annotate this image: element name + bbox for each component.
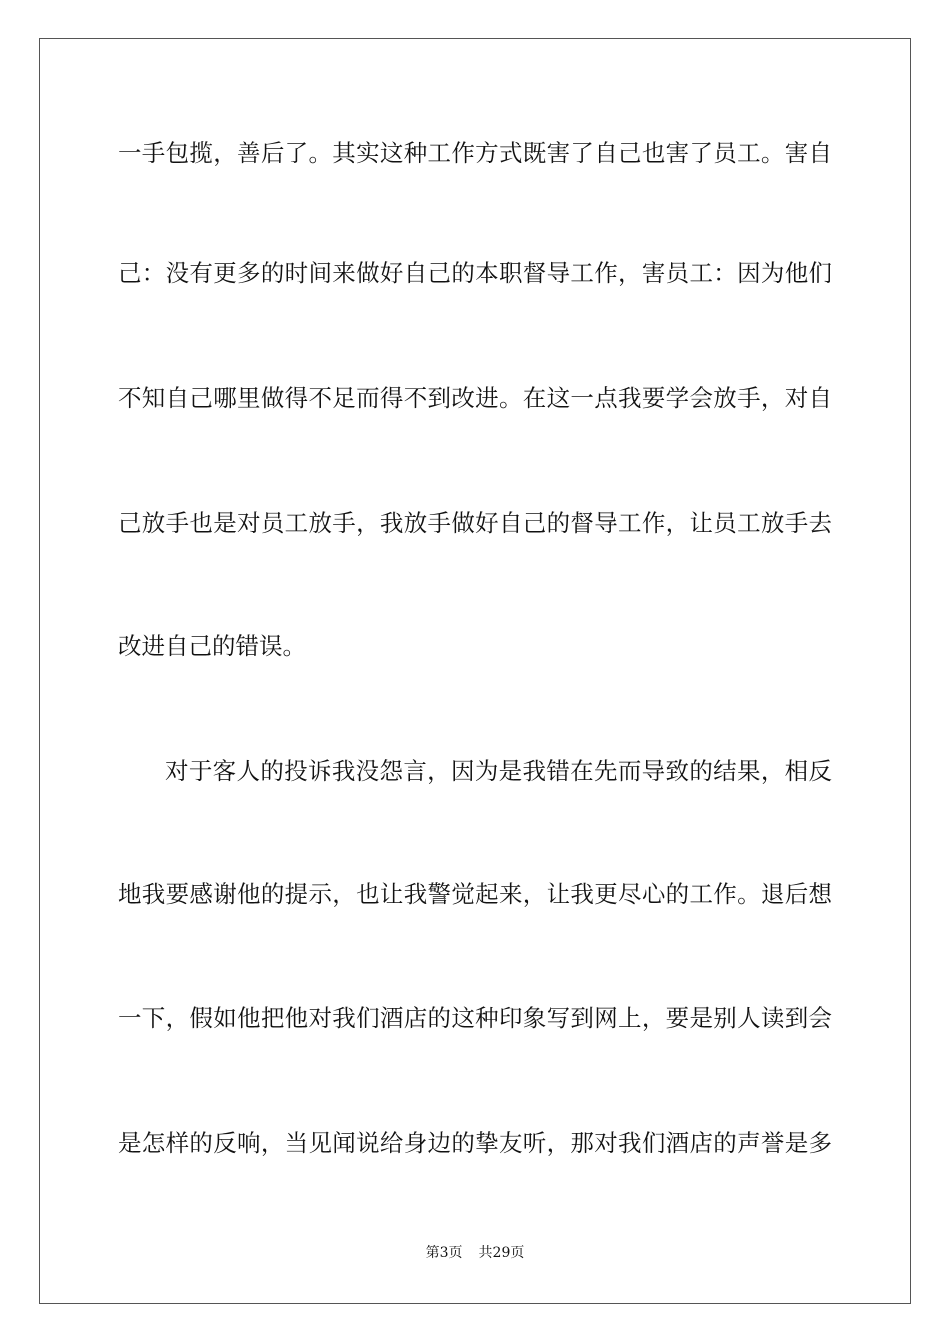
text-line-4: 己放手也是对员工放手，我放手做好自己的督导工作，让员工放手去 bbox=[118, 509, 832, 537]
text-line-2: 己：没有更多的时间来做好自己的本职督导工作，害员工：因为他们 bbox=[118, 259, 832, 287]
text-line-8: 一下，假如他把他对我们酒店的这种印象写到网上，要是别人读到会 bbox=[118, 1004, 832, 1032]
paragraph-start-line: 对于客人的投诉我没怨言，因为是我错在先而导致的结果，相反 bbox=[165, 757, 832, 785]
text-line-1: 一手包揽，善后了。其实这种工作方式既害了自己也害了员工。害自 bbox=[118, 139, 832, 167]
text-line-9: 是怎样的反响，当见闻说给身边的挚友听，那对我们酒店的声誉是多 bbox=[118, 1129, 832, 1157]
page-border bbox=[39, 38, 911, 1304]
page-footer bbox=[0, 1244, 950, 1262]
text-line-7: 地我要感谢他的提示，也让我警觉起来，让我更尽心的工作。退后想 bbox=[118, 880, 832, 908]
page-total: 共29页 bbox=[478, 1245, 525, 1261]
page-number: 第3页 bbox=[425, 1245, 463, 1261]
text-line-3: 不知自己哪里做得不足而得不到改进。在这一点我要学会放手，对自 bbox=[118, 384, 832, 412]
text-line-5: 改进自己的错误。 bbox=[118, 632, 306, 660]
